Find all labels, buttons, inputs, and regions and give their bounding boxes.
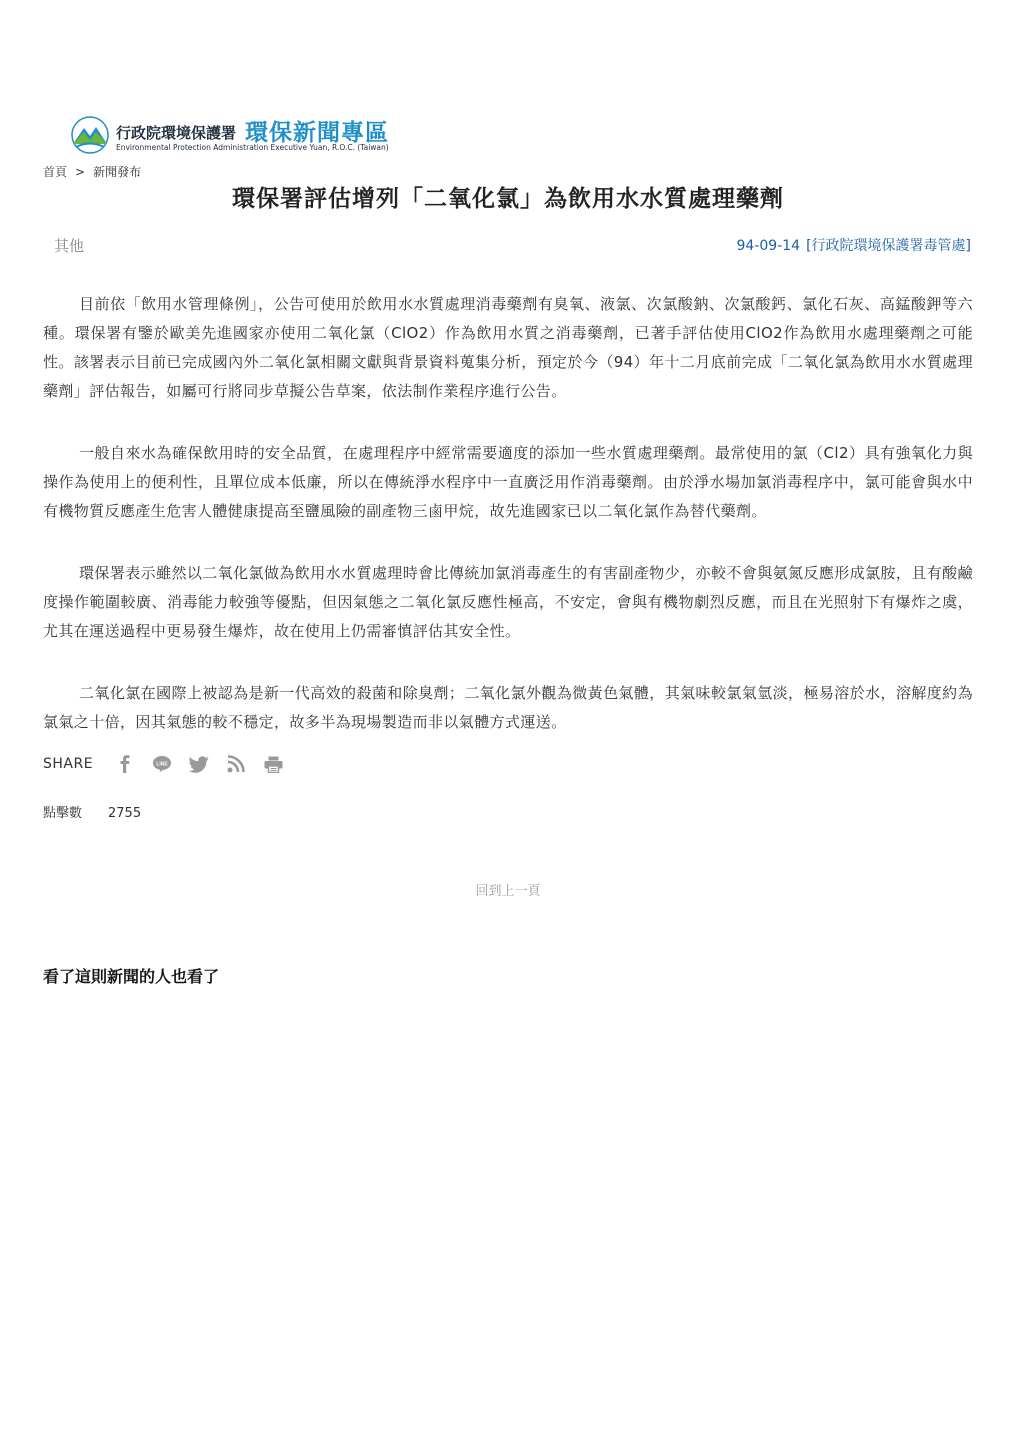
twitter-icon[interactable]: [189, 754, 209, 774]
logo-org-name: 行政院環境保護署: [116, 124, 237, 142]
article-source: [行政院環境保護署毒管處]: [806, 238, 971, 254]
hit-counter-value: 2755: [108, 806, 142, 821]
facebook-icon[interactable]: [115, 754, 135, 774]
back-link[interactable]: 回到上一頁: [475, 884, 541, 899]
line-icon[interactable]: [152, 754, 172, 774]
related-news-heading: 看了這則新聞的人也看了: [43, 967, 220, 986]
logo-mountain-icon: [70, 116, 110, 154]
breadcrumb: [43, 163, 141, 180]
logo-brand-name: 環保新聞專區: [245, 120, 389, 146]
share-bar: [43, 752, 300, 776]
share-label: SHARE: [43, 756, 94, 772]
hit-counter: [43, 802, 141, 821]
page-title: 環保署評估增列「二氧化氯」為飲用水水質處理藥劑: [232, 186, 784, 212]
hit-counter-label: 點擊數: [43, 806, 83, 821]
article-paragraph: 環保署表示雖然以二氧化氯做為飲用水水質處理時會比傳統加氯消毒產生的有害副產物少，亦較不會與氨氮反應形成氯胺，且有酸鹼度操作範圍較廣、消毒能力較強等優點，但因氣態之二氧化氯反應性極高，不安定，會與有機物劇烈反應，而且在光照射下有爆炸之虞，尤其在運送過程中更易發生爆炸，故在使用上仍需審慎評估其安全性。: [43, 564, 973, 640]
article-body: [43, 290, 973, 770]
print-icon[interactable]: [263, 754, 283, 774]
article-paragraph: 一般自來水為確保飲用時的安全品質，在處理程序中經常需要適度的添加一些水質處理藥劑。最常使用的氯（Cl2）具有強氧化力與操作為使用上的便利性，且單位成本低廉，所以在傳統淨水程序中一直廣泛用作消毒藥劑。由於淨水場加氯消毒程序中，氯可能會與水中有機物質反應產生危害人體健康提高至鹽風險的副產物三鹵甲烷，故先進國家已以二氧化氯作為替代藥劑。: [43, 444, 973, 520]
article-meta: [737, 235, 971, 255]
article-date: 94-09-14: [736, 238, 801, 254]
article-category: 其他: [54, 237, 85, 255]
breadcrumb-home-link[interactable]: 首頁: [43, 165, 68, 179]
article-paragraph: 目前依「飲用水管理條例」，公告可使用於飲用水水質處理消毒藥劑有臭氧、液氯、次氯酸鈉、次氯酸鈣、氯化石灰、高錳酸鉀等六種。環保署有鑒於歐美先進國家亦使用二氧化氯（ClO2）作為飲用水質之消毒藥劑，已著手評估使用ClO2作為飲用水處理藥劑之可能性。該署表示目前已完成國內外二氧化氯相關文獻與背景資料蒐集分析，預定於今（94）年十二月底前完成「二氧化氯為飲用水水質處理藥劑」評估報告，如屬可行將同步草擬公告草案，依法制作業程序進行公告。: [43, 295, 973, 400]
rss-icon[interactable]: [226, 754, 246, 774]
site-logo[interactable]: [70, 114, 410, 156]
breadcrumb-separator: >: [75, 165, 86, 179]
article-paragraph: 二氧化氯在國際上被認為是新一代高效的殺菌和除臭劑；二氧化氯外觀為微黃色氣體，其氣味較氯氣氫淡，極易溶於水，溶解度約為氯氣之十倍，因其氣態的較不穩定，故多半為現場製造而非以氣體方式運送。: [43, 684, 973, 731]
breadcrumb-current-link[interactable]: 新聞發布: [93, 165, 142, 179]
svg-text:LINE: LINE: [156, 761, 168, 768]
logo-org-name-en: Environmental Protection Administration Executive Yuan, R.O.C. (Taiwan): [116, 143, 389, 152]
